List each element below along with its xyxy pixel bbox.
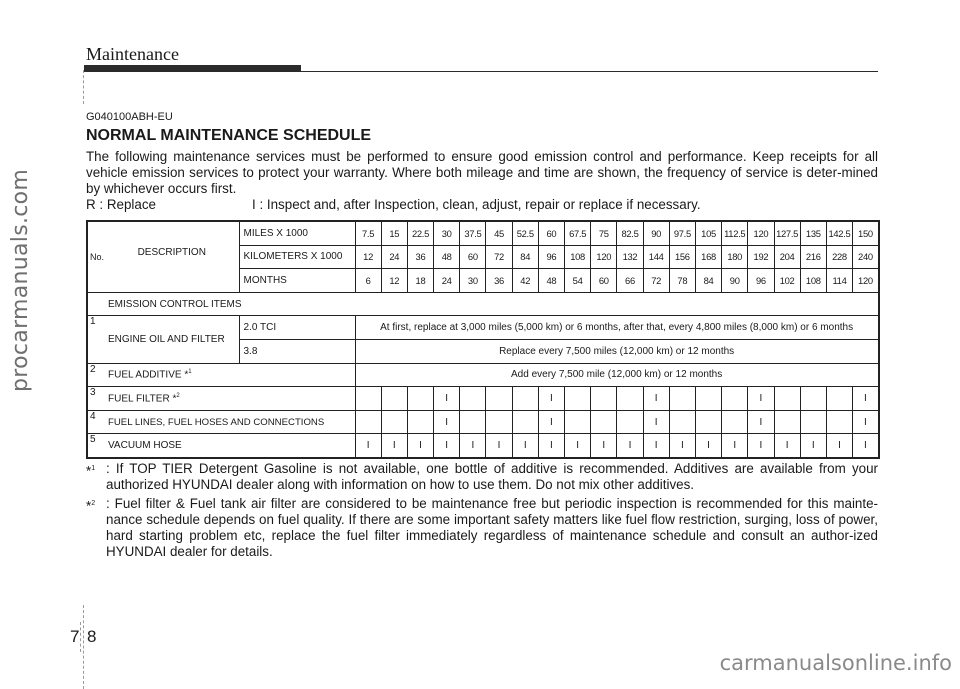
row-number: 4 <box>87 410 105 434</box>
inspection-mark: I <box>643 410 669 434</box>
inspection-mark: I <box>617 434 643 458</box>
header-months-label: MONTHS <box>239 269 355 293</box>
inspection-mark <box>695 410 721 434</box>
header-km-label: KILOMETERS X 1000 <box>239 245 355 269</box>
page-section: 7 <box>70 627 80 646</box>
miles-value: 127.5 <box>774 221 800 245</box>
miles-value: 15 <box>381 221 407 245</box>
inspection-mark <box>617 387 643 411</box>
header-description: DESCRIPTION <box>105 221 239 292</box>
row-description: VACUUM HOSE <box>105 434 355 458</box>
months-value: 90 <box>722 269 748 293</box>
km-value: 96 <box>538 245 564 269</box>
km-value: 48 <box>434 245 460 269</box>
inspection-mark: I <box>381 434 407 458</box>
inspection-mark: I <box>774 434 800 458</box>
page-header-title: Maintenance <box>86 44 179 64</box>
miles-value: 22.5 <box>407 221 433 245</box>
interval-text: At first, replace at 3,000 miles (5,000 km) or 6 months, after that, every 4,800 miles (8,000 km) or 6 months <box>355 316 879 340</box>
inspection-mark <box>722 387 748 411</box>
inspection-mark: I <box>434 410 460 434</box>
header-miles-label: MILES X 1000 <box>239 221 355 245</box>
months-value: 78 <box>669 269 695 293</box>
miles-value: 67.5 <box>565 221 591 245</box>
inspection-mark: I <box>434 387 460 411</box>
inspection-mark: I <box>460 434 486 458</box>
inspection-mark <box>512 387 538 411</box>
inspection-mark <box>512 410 538 434</box>
inspection-mark: I <box>800 434 826 458</box>
footer-watermark: carmanualsonline.info <box>719 651 952 675</box>
inspection-mark <box>460 410 486 434</box>
inspection-mark <box>565 387 591 411</box>
months-value: 108 <box>800 269 826 293</box>
inspection-mark <box>355 387 381 411</box>
inspection-mark <box>591 387 617 411</box>
footnotes <box>86 461 878 560</box>
side-watermark: procarmanuals.com <box>8 168 33 392</box>
miles-value: 97.5 <box>669 221 695 245</box>
inspection-mark <box>486 410 512 434</box>
inspection-mark <box>460 387 486 411</box>
header-rule-thin <box>301 71 878 72</box>
inspection-mark <box>800 387 826 411</box>
inspection-mark <box>826 410 852 434</box>
inspection-mark: I <box>407 434 433 458</box>
months-value: 6 <box>355 269 381 293</box>
km-value: 216 <box>800 245 826 269</box>
inspection-mark: I <box>591 434 617 458</box>
inspection-mark <box>722 410 748 434</box>
inspection-mark: I <box>355 434 381 458</box>
table-row-engine-oil-tci <box>87 316 879 340</box>
km-value: 24 <box>381 245 407 269</box>
months-value: 114 <box>826 269 852 293</box>
months-value: 96 <box>748 269 774 293</box>
footnote-ref: 2 <box>176 392 180 399</box>
inspection-mark <box>591 410 617 434</box>
inspection-mark: I <box>853 387 879 411</box>
legend-inspect: I : Inspect and, after Inspection, clean, adjust, repair or replace if necessary. <box>252 197 701 212</box>
inspection-mark <box>695 387 721 411</box>
inspection-mark <box>800 410 826 434</box>
inspection-mark: I <box>748 387 774 411</box>
miles-value: 37.5 <box>460 221 486 245</box>
inspection-mark: I <box>434 434 460 458</box>
months-value: 36 <box>486 269 512 293</box>
table-row-vacuum-hose <box>87 434 879 458</box>
months-value: 84 <box>695 269 721 293</box>
inspection-mark: I <box>486 434 512 458</box>
months-value: 42 <box>512 269 538 293</box>
inspection-mark <box>669 387 695 411</box>
months-value: 54 <box>565 269 591 293</box>
inspection-mark: I <box>538 410 564 434</box>
miles-value: 75 <box>591 221 617 245</box>
row-number: 1 <box>87 316 105 363</box>
inspection-mark: I <box>565 434 591 458</box>
months-value: 18 <box>407 269 433 293</box>
table-row-miles <box>87 221 879 245</box>
km-value: 180 <box>722 245 748 269</box>
row-number: 5 <box>87 434 105 458</box>
km-value: 72 <box>486 245 512 269</box>
km-value: 156 <box>669 245 695 269</box>
footnote-1: *$^1$ : If TOP TIER Detergent Gasoline is not available, one bottle of additive is recommended. Additives are available from your authorized HYUNDAI dealer along with information on how to use them. Do not mix other additives. <box>86 461 878 492</box>
margin-line-top <box>83 70 84 104</box>
interval-text: Add every 7,500 mile (12,000 km) or 12 months <box>355 363 879 387</box>
inspection-mark: I <box>853 410 879 434</box>
inspection-mark <box>826 387 852 411</box>
miles-value: 135 <box>800 221 826 245</box>
months-value: 102 <box>774 269 800 293</box>
miles-value: 82.5 <box>617 221 643 245</box>
footnote-text: : If TOP TIER Detergent Gasoline is not available, one bottle of additive is recommended. Additives are available from your authorized HYUNDAI dealer along with information on how to use them. Do not mix other additives. <box>106 461 878 492</box>
miles-value: 112.5 <box>722 221 748 245</box>
inspection-mark: I <box>669 434 695 458</box>
row-description: FUEL LINES, FUEL HOSES AND CONNECTIONS <box>105 410 355 434</box>
page-number-divider <box>80 622 81 652</box>
page-index: 8 <box>87 627 97 646</box>
footnote-ref: 1 <box>188 369 192 376</box>
margin-line-bottom <box>83 605 84 689</box>
inspection-mark <box>355 410 381 434</box>
miles-value: 150 <box>853 221 879 245</box>
km-value: 240 <box>853 245 879 269</box>
miles-value: 45 <box>486 221 512 245</box>
km-value: 228 <box>826 245 852 269</box>
inspection-mark: I <box>512 434 538 458</box>
months-value: 66 <box>617 269 643 293</box>
inspection-mark: I <box>538 387 564 411</box>
intro-paragraph: The following maintenance services must be performed to ensure good emission control and performance. Keep receipts for all vehicle emission services to protect your warranty. Where both mileage and time are shown, the frequency of service is deter-mined by whichever occurs first. <box>86 149 878 196</box>
km-value: 84 <box>512 245 538 269</box>
km-value: 36 <box>407 245 433 269</box>
miles-value: 90 <box>643 221 669 245</box>
inspection-mark <box>407 410 433 434</box>
header-rule-thick <box>84 65 301 72</box>
months-value: 24 <box>434 269 460 293</box>
miles-value: 60 <box>538 221 564 245</box>
inspection-mark: I <box>748 434 774 458</box>
months-value: 48 <box>538 269 564 293</box>
months-value: 60 <box>591 269 617 293</box>
footnote-text: : Fuel filter & Fuel tank air filter are considered to be maintenance free but periodic inspection is recommended for this mainte-nance schedule depends on fuel quality. If there are some important safety matters like fuel flow restriction, surging, loss of power, hard starting problem etc, replace the fuel filter immediately regardless of maintenance schedule and consult an author-ized HYUNDAI dealer for details. <box>106 496 878 559</box>
row-description: FUEL FILTER *$^2$ <box>105 387 355 411</box>
row-description: ENGINE OIL AND FILTER <box>105 316 239 363</box>
table-row-fuel-lines <box>87 410 879 434</box>
km-value: 204 <box>774 245 800 269</box>
km-value: 108 <box>565 245 591 269</box>
inspection-mark: I <box>853 434 879 458</box>
inspection-mark <box>565 410 591 434</box>
inspection-mark <box>774 410 800 434</box>
km-value: 120 <box>591 245 617 269</box>
row-number: 2 <box>87 363 105 387</box>
months-value: 72 <box>643 269 669 293</box>
inspection-mark: I <box>748 410 774 434</box>
km-value: 192 <box>748 245 774 269</box>
inspection-mark <box>381 410 407 434</box>
engine-variant: 3.8 <box>239 339 355 363</box>
inspection-mark <box>407 387 433 411</box>
miles-value: 105 <box>695 221 721 245</box>
header-no: No. <box>87 221 105 292</box>
inspection-mark: I <box>695 434 721 458</box>
inspection-mark: I <box>643 387 669 411</box>
miles-value: 30 <box>434 221 460 245</box>
miles-value: 120 <box>748 221 774 245</box>
inspection-mark: I <box>538 434 564 458</box>
row-number: 3 <box>87 387 105 411</box>
table-row-fuel-additive <box>87 363 879 387</box>
maintenance-schedule-table <box>86 220 880 459</box>
emission-control-label: EMISSION CONTROL ITEMS <box>87 292 879 316</box>
inspection-mark: I <box>643 434 669 458</box>
row-description: FUEL ADDITIVE *$^1$ <box>105 363 355 387</box>
inspection-mark <box>617 410 643 434</box>
months-value: 12 <box>381 269 407 293</box>
table-row-emission <box>87 292 879 316</box>
inspection-mark <box>381 387 407 411</box>
km-value: 132 <box>617 245 643 269</box>
miles-value: 7.5 <box>355 221 381 245</box>
engine-variant: 2.0 TCI <box>239 316 355 340</box>
inspection-mark: I <box>826 434 852 458</box>
miles-value: 52.5 <box>512 221 538 245</box>
km-value: 144 <box>643 245 669 269</box>
section-heading: NORMAL MAINTENANCE SCHEDULE <box>86 127 372 144</box>
interval-text: Replace every 7,500 miles (12,000 km) or 12 months <box>355 339 879 363</box>
months-value: 120 <box>853 269 879 293</box>
legend-replace: R : Replace <box>86 197 156 212</box>
document-code: G040100ABH-EU <box>86 111 173 123</box>
km-value: 60 <box>460 245 486 269</box>
inspection-mark: I <box>722 434 748 458</box>
inspection-mark <box>669 410 695 434</box>
months-value: 30 <box>460 269 486 293</box>
inspection-mark <box>774 387 800 411</box>
inspection-mark <box>486 387 512 411</box>
table-row-fuel-filter <box>87 387 879 411</box>
km-value: 12 <box>355 245 381 269</box>
miles-value: 142.5 <box>826 221 852 245</box>
km-value: 168 <box>695 245 721 269</box>
footnote-2: *$^2$ : Fuel filter & Fuel tank air filter are considered to be maintenance free but periodic inspection is recommended for this mainte-nance schedule depends on fuel quality. If there are some important safety matters like fuel flow restriction, surging, loss of power, hard starting problem etc, replace the fuel filter immediately regardless of maintenance schedule and consult an author-ized HYUNDAI dealer for details. <box>86 496 878 559</box>
